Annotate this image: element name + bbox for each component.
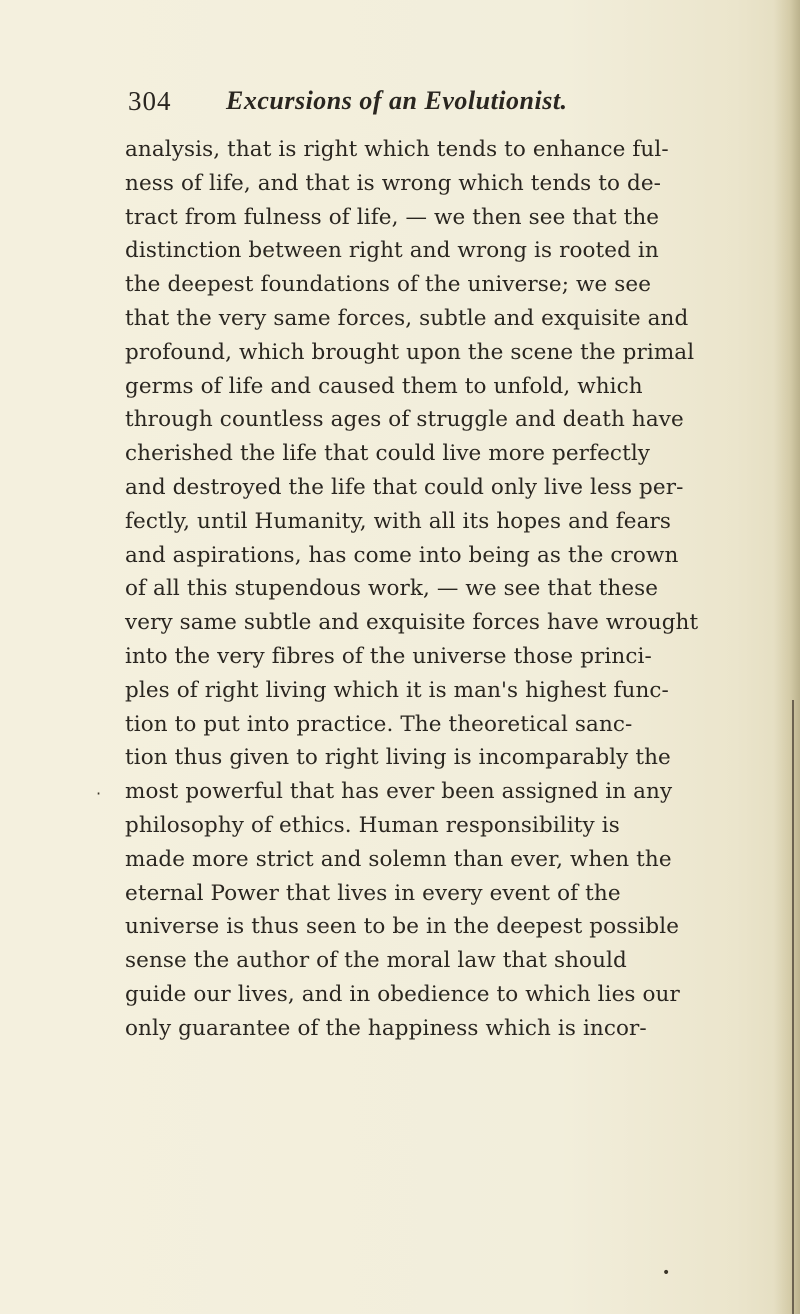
text-line: very same subtle and exquisite forces have wrought: [125, 610, 699, 636]
text-line: philosophy of ethics. Human responsibility is: [125, 812, 620, 838]
text-line: germs of life and caused them to unfold, which: [125, 373, 643, 399]
text-line: ness of life, and that is wrong which tends to de-: [125, 170, 662, 196]
text-line: through countless ages of struggle and death have: [125, 407, 684, 433]
text-line: made more strict and solemn than ever, when the: [125, 846, 672, 872]
page-header: [128, 86, 688, 126]
text-line: profound, which brought upon the scene the primal: [125, 339, 695, 365]
text-line: most powerful that has ever been assigned in any: [125, 779, 673, 805]
text-line: tion thus given to right living is incomparably the: [125, 745, 671, 771]
text-line: guide our lives, and in obedience to which lies our: [125, 981, 680, 1007]
text-line: of all this stupendous work, — we see that these: [125, 576, 659, 602]
text-line: distinction between right and wrong is rooted in: [125, 238, 659, 264]
text-line: and aspirations, has come into being as the crown: [125, 542, 679, 568]
margin-mark: ·: [96, 784, 102, 803]
text-line: into the very fibres of the universe those princi-: [125, 643, 652, 669]
text-line: cherished the life that could live more perfectly: [125, 441, 651, 467]
text-line: the deepest foundations of the universe; we see: [125, 272, 652, 298]
text-line: eternal Power that lives in every event of the: [125, 880, 621, 906]
body-text: [125, 133, 793, 1046]
text-line: universe is thus seen to be in the deepest possible: [125, 914, 680, 940]
text-line: sense the author of the moral law that should: [125, 948, 627, 974]
text-line: that the very same forces, subtle and exquisite and: [125, 305, 689, 331]
page-number: 304: [128, 86, 172, 116]
text-line: ples of right living which it is man's highest func-: [125, 677, 669, 703]
text-line: fectly, until Humanity, with all its hopes and fears: [125, 508, 672, 534]
text-line: tract from fulness of life, — we then see that the: [125, 204, 660, 230]
text-line: only guarantee of the happiness which is incor-: [125, 1015, 647, 1041]
running-title: Excursions of an Evolutionist.: [226, 86, 568, 115]
text-line: tion to put into practice. The theoretical sanc-: [125, 711, 633, 737]
text-line: analysis, that is right which tends to enhance ful-: [125, 137, 669, 162]
bottom-mark: •: [662, 1265, 671, 1281]
text-line: and destroyed the life that could only live less per-: [125, 474, 684, 500]
